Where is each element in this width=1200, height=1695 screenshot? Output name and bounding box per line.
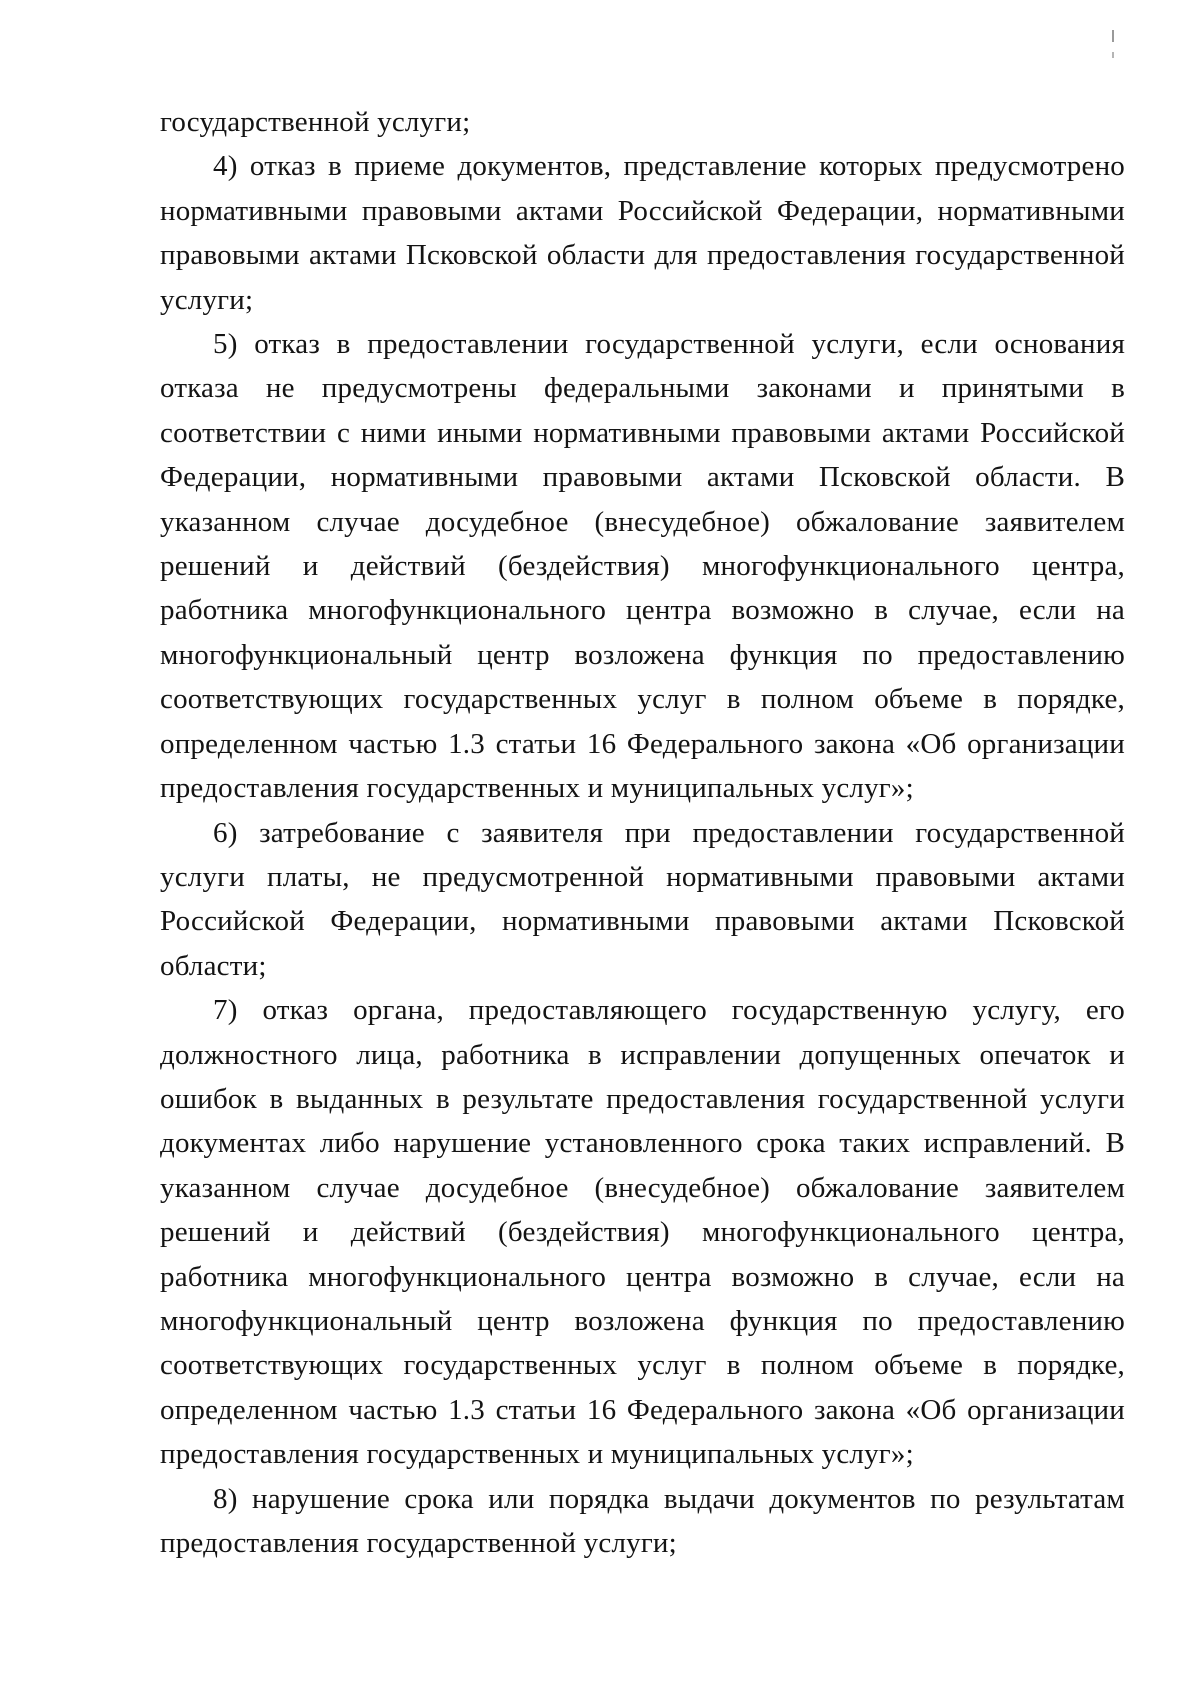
list-item-5-paragraph: 5) отказ в предоставлении государственной услуги, если основания отказа не предусмотрены федеральными законами и принятыми в соответствии с ними иными нормативными правовыми актами Российской Федерации, нормативными правовыми актами Псковской области. В указанном случае досудебное (внесудебное) обжалование заявителем решений и действий (бездействия) многофункционального центра, работника многофункционального центра возможно в случае, если на многофункциональный центр возложена функция по предоставлению соответствующих государственных услуг в полном объеме в порядке, определенном частью 1.3 статьи 16 Федерального закона «Об организации предоставления государственных и муниципальных услуг»; — [160, 328, 1125, 805]
list-item-8-paragraph: 8) нарушение срока или порядка выдачи документов по результатам предоставления государственной услуги; — [160, 1482, 1125, 1559]
list-item-7-paragraph: 7) отказ органа, предоставляющего государственную услугу, его должностного лица, работника в исправлении допущенных опечаток и ошибок в выданных в результате предоставления государственной услуги документах либо нарушение установленного срока таких исправлений. В указанном случае досудебное (внесудебное) обжалование заявителем решений и действий (бездействия) многофункционального центра, работника многофункционального центра возможно в случае, если на многофункциональный центр возложена функция по предоставлению соответствующих государственных услуг в полном объеме в порядке, определенном частью 1.3 статьи 16 Федерального закона «Об организации предоставления государственных и муниципальных услуг»; — [160, 994, 1125, 1471]
continuation-paragraph: государственной услуги; — [160, 106, 471, 138]
document-body — [160, 100, 1125, 1565]
list-item-4-paragraph: 4) отказ в приеме документов, представление которых предусмотрено нормативными правовыми актами Российской Федерации, нормативными правовыми актами Псковской области для предоставления государственной услуги; — [160, 150, 1125, 316]
list-item-6-paragraph: 6) затребование с заявителя при предоставлении государственной услуги платы, не предусмотренной нормативными правовыми актами Российской Федерации, нормативными правовыми актами Псковской области; — [160, 816, 1125, 982]
scan-artifact-mark — [1112, 30, 1114, 42]
scan-artifact-mark — [1112, 52, 1114, 58]
